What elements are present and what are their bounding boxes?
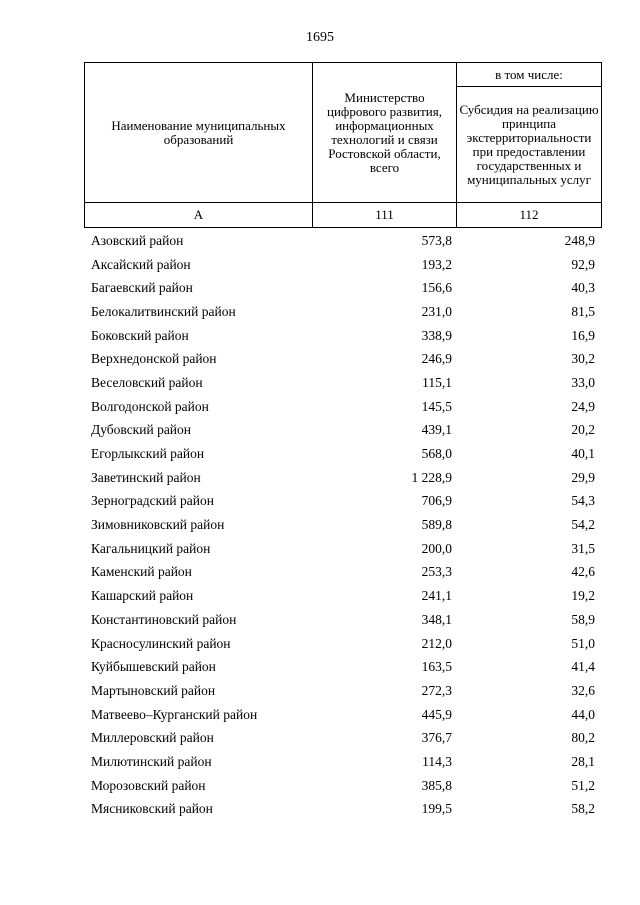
municipality-name-cell: Егорлыкский район (91, 446, 205, 462)
header-index-total: 111 (313, 203, 457, 228)
table-row (84, 253, 601, 277)
ministry-total-cell: 212,0 (421, 635, 452, 651)
subsidy-cell: 19,2 (571, 588, 595, 604)
municipality-name-cell: Мясниковский район (91, 801, 213, 817)
municipality-name-cell: Дубовский район (91, 422, 192, 438)
subsidy-cell: 40,1 (571, 446, 595, 462)
municipality-name-cell: Верхнедонской район (91, 351, 217, 367)
header-index-subsidy: 112 (457, 203, 602, 228)
subsidy-cell: 20,2 (571, 422, 595, 438)
ministry-total-cell: 573,8 (421, 232, 452, 248)
municipality-name-cell: Кашарский район (91, 588, 194, 604)
table-row (84, 395, 601, 419)
ministry-total-cell: 376,7 (421, 730, 452, 746)
table-row (84, 584, 601, 608)
table-row (84, 537, 601, 561)
table-row (84, 442, 601, 466)
municipality-name-cell: Заветинский район (91, 469, 201, 485)
ministry-total-cell: 231,0 (421, 303, 452, 319)
ministry-total-cell: 385,8 (421, 777, 452, 793)
municipality-name-cell: Веселовский район (91, 374, 203, 390)
ministry-total-cell: 193,2 (421, 256, 452, 272)
table-row (84, 798, 601, 822)
subsidy-cell: 24,9 (571, 398, 595, 414)
data-table (84, 229, 601, 821)
municipality-name-cell: Константиновский район (91, 611, 237, 627)
table-row (84, 229, 601, 253)
header-ministry-total: Министерство цифрового развития, информационных технологий и связи Ростовской области, всего (313, 63, 457, 203)
ministry-total-cell: 114,3 (422, 753, 452, 769)
subsidy-cell: 58,9 (571, 611, 595, 627)
table-row (84, 513, 601, 537)
subsidy-cell: 92,9 (571, 256, 595, 272)
ministry-total-cell: 568,0 (421, 446, 452, 462)
ministry-total-cell: 272,3 (421, 682, 452, 698)
subsidy-cell: 33,0 (571, 374, 595, 390)
ministry-total-cell: 1 228,9 (411, 469, 452, 485)
subsidy-cell: 30,2 (571, 351, 595, 367)
ministry-total-cell: 253,3 (421, 564, 452, 580)
municipality-name-cell: Милютинский район (91, 753, 212, 769)
table-row (84, 490, 601, 514)
ministry-total-cell: 163,5 (421, 659, 452, 675)
subsidy-cell: 44,0 (571, 706, 595, 722)
municipality-name-cell: Белокалитвинский район (91, 303, 236, 319)
table-row (84, 750, 601, 774)
subsidy-cell: 32,6 (571, 682, 595, 698)
municipality-name-cell: Кагальницкий район (91, 540, 211, 556)
ministry-total-cell: 199,5 (421, 801, 452, 817)
header-index-name: А (85, 203, 313, 228)
table-row (84, 561, 601, 585)
subsidy-cell: 29,9 (571, 469, 595, 485)
table-row (84, 347, 601, 371)
table-row (84, 324, 601, 348)
ministry-total-cell: 241,1 (421, 588, 452, 604)
table-row (84, 703, 601, 727)
ministry-total-cell: 115,1 (422, 374, 452, 390)
municipality-name-cell: Красносулинский район (91, 635, 231, 651)
municipality-name-cell: Волгодонской район (91, 398, 209, 414)
municipality-name-cell: Матвеево–Курганский район (91, 706, 258, 722)
ministry-total-cell: 145,5 (421, 398, 452, 414)
table-row (84, 655, 601, 679)
subsidy-cell: 41,4 (571, 659, 595, 675)
municipality-name-cell: Куйбышевский район (91, 659, 216, 675)
subsidy-cell: 51,2 (571, 777, 595, 793)
subsidy-cell: 54,3 (571, 493, 595, 509)
ministry-total-cell: 156,6 (421, 280, 452, 296)
table-row (84, 726, 601, 750)
table-row (84, 371, 601, 395)
municipality-name-cell: Морозовский район (91, 777, 206, 793)
subsidy-cell: 58,2 (571, 801, 595, 817)
subsidy-cell: 248,9 (564, 232, 595, 248)
ministry-total-cell: 439,1 (421, 422, 452, 438)
table-row (84, 466, 601, 490)
table-row (84, 276, 601, 300)
municipality-name-cell: Зимовниковский район (91, 517, 225, 533)
header-subsidy: Субсидия на реализацию принципа экстерриториальности при предоставлении государственных и муниципальных услуг (457, 87, 602, 203)
subsidy-cell: 42,6 (571, 564, 595, 580)
municipality-name-cell: Багаевский район (91, 280, 193, 296)
municipality-name-cell: Боковский район (91, 327, 189, 343)
subsidy-cell: 51,0 (571, 635, 595, 651)
municipality-name-cell: Мартыновский район (91, 682, 216, 698)
table-body (84, 229, 601, 821)
table-row (84, 632, 601, 656)
ministry-total-cell: 338,9 (421, 327, 452, 343)
ministry-total-cell: 445,9 (421, 706, 452, 722)
ministry-total-cell: 589,8 (421, 517, 452, 533)
header-including: в том числе: (457, 63, 602, 87)
ministry-total-cell: 348,1 (421, 611, 452, 627)
subsidy-cell: 40,3 (571, 280, 595, 296)
table-header (84, 62, 602, 228)
subsidy-cell: 16,9 (571, 327, 595, 343)
header-municipality-name: Наименование муниципальных образований (85, 63, 313, 203)
subsidy-cell: 31,5 (571, 540, 595, 556)
ministry-total-cell: 200,0 (421, 540, 452, 556)
subsidy-cell: 28,1 (571, 753, 595, 769)
table-row (84, 300, 601, 324)
ministry-total-cell: 246,9 (421, 351, 452, 367)
page-number: 1695 (306, 30, 334, 45)
table-row (84, 419, 601, 443)
table-row (84, 679, 601, 703)
ministry-total-cell: 706,9 (421, 493, 452, 509)
subsidy-cell: 80,2 (571, 730, 595, 746)
table-row (84, 608, 601, 632)
table-row (84, 774, 601, 798)
municipality-name-cell: Миллеровский район (91, 730, 214, 746)
municipality-name-cell: Аксайский район (91, 256, 191, 272)
subsidy-cell: 54,2 (571, 517, 595, 533)
municipality-name-cell: Зерноградский район (91, 493, 214, 509)
municipality-name-cell: Азовский район (91, 232, 184, 248)
municipality-name-cell: Каменский район (91, 564, 192, 580)
subsidy-cell: 81,5 (571, 303, 595, 319)
